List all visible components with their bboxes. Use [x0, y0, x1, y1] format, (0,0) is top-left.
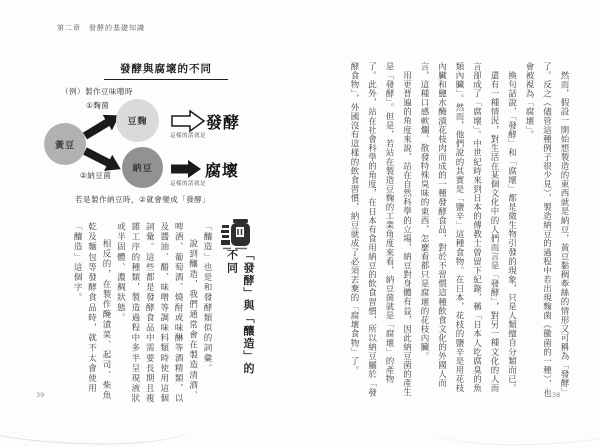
jar-icon-lid [233, 219, 248, 223]
left-page-number: 39 [36, 391, 45, 399]
diagram-example-label: （例）製作豆味噌時 [61, 87, 133, 96]
section-heading-line1: 「發酵」與「釀造」的 [242, 249, 255, 375]
paragraph: 還有一種情況，對生活在某個文化中的人們而言是「發酵」，對另一種文化的人而言卻成了「腐壞」。中世紀時來到日本的傳教士曾留下紀錄，稱「日本人吃腐臭的魚類內臟」。然而，他們說的其實是「鹽辛」這種食物。在日本，花枝的鹽辛是用花枝內臟和鹽水醃漬花枝肉而成的一種發酵食品，對於不習慣這種飲食文化的外國人而言，這種口感軟爛、散發特殊臭味的東西，怎麼看都只是腐壞的花枝內臟。 [419, 62, 499, 393]
section-heading [216, 249, 256, 389]
fermentation-jar-icon [221, 218, 251, 250]
jar-icon-stack-1 [222, 225, 229, 228]
paragraph: 換句話說，「發酵」和「腐壞」都是微生物引發的現象，只是人類擅自分類而已。 [506, 70, 517, 393]
ferment-arrow-caption: 這樣的話就是 [170, 133, 207, 139]
natto-node: 納豆 [122, 147, 163, 188]
paragraph: 用更普遍的角度來說，站在自然科學的立場，納豆對身體有益，因此納豆菌的產生是「發酵」。但是，若站在製造豆麴的工業角度來看，納豆菌就是「腐壞」的產物了。此外，站在社會科學的角度，在日本有食用納豆的飲食習慣，所以納豆屬於「發酵食物」，外國沒有這樣的飲食習慣，納豆就成了必須丟棄的「腐壞食物」了。 [349, 62, 412, 397]
jar-icon-stack-3 [222, 235, 229, 238]
running-head: 第二章 發酵的基礎知識 [57, 24, 145, 32]
soybean-node: 黃豆 [44, 123, 86, 165]
paragraph: 說到釀造，我們通常會在製造清酒、啤酒、葡萄酒、燒酎或味醂等酒精類，以及醬油、醋、味噌等調味料類時使用這個詞彙。這些都是發酵食品中需要長期且複雜工序的種類，製造過程中多半呈現液狀或半固體、濃稠狀態。 [115, 222, 198, 404]
right-page-number: 38 [552, 391, 561, 399]
diagram-title: 發酵與腐壞的不同 [104, 61, 228, 80]
decay-word: 腐壞 [205, 161, 240, 180]
decay-arrow-caption: 這樣的話就是 [170, 181, 207, 187]
jar-icon-label [236, 227, 244, 237]
paragraph: 相反的，在製作醃漬菜、起司、柴魚乾及麵包等發酵食品時，就不太會使用「釀造」這個字。 [72, 222, 111, 401]
jar-icon-stack-4 [221, 240, 230, 245]
ferment-word: 發酵 [206, 113, 241, 132]
paragraph: 「釀造」也是和發酵類似的詞彙。 [202, 222, 212, 374]
paragraph: 然而，假設一開始想製造的東西就是納豆，黃豆黏稠牽絲的情形又可稱為「發酵」了。反之（儘管這種例子很少見），製造納豆的過程中若出現麴菌（黴菌的一種），也會被視為「腐壞」。 [524, 62, 569, 398]
bean-koji-node: 豆麴 [116, 99, 159, 142]
page-edge-bottom-left [0, 400, 190, 447]
jar-icon-stack-2 [221, 230, 229, 233]
right-page-body-text [332, 62, 572, 398]
decay-solid-arrow [171, 160, 201, 178]
ferment-outline-arrow [172, 111, 204, 131]
section-heading-line2: 不同 [225, 249, 239, 275]
natto-arrow-label: ②納豆菌 [80, 171, 112, 180]
left-page-body-text [56, 222, 214, 406]
page-edge-bottom-right [430, 404, 600, 447]
diagram-note: 若是製作納豆時，②就會變成「發酵」 [75, 195, 211, 204]
koji-arrow-label: ①麴菌 [86, 101, 110, 110]
